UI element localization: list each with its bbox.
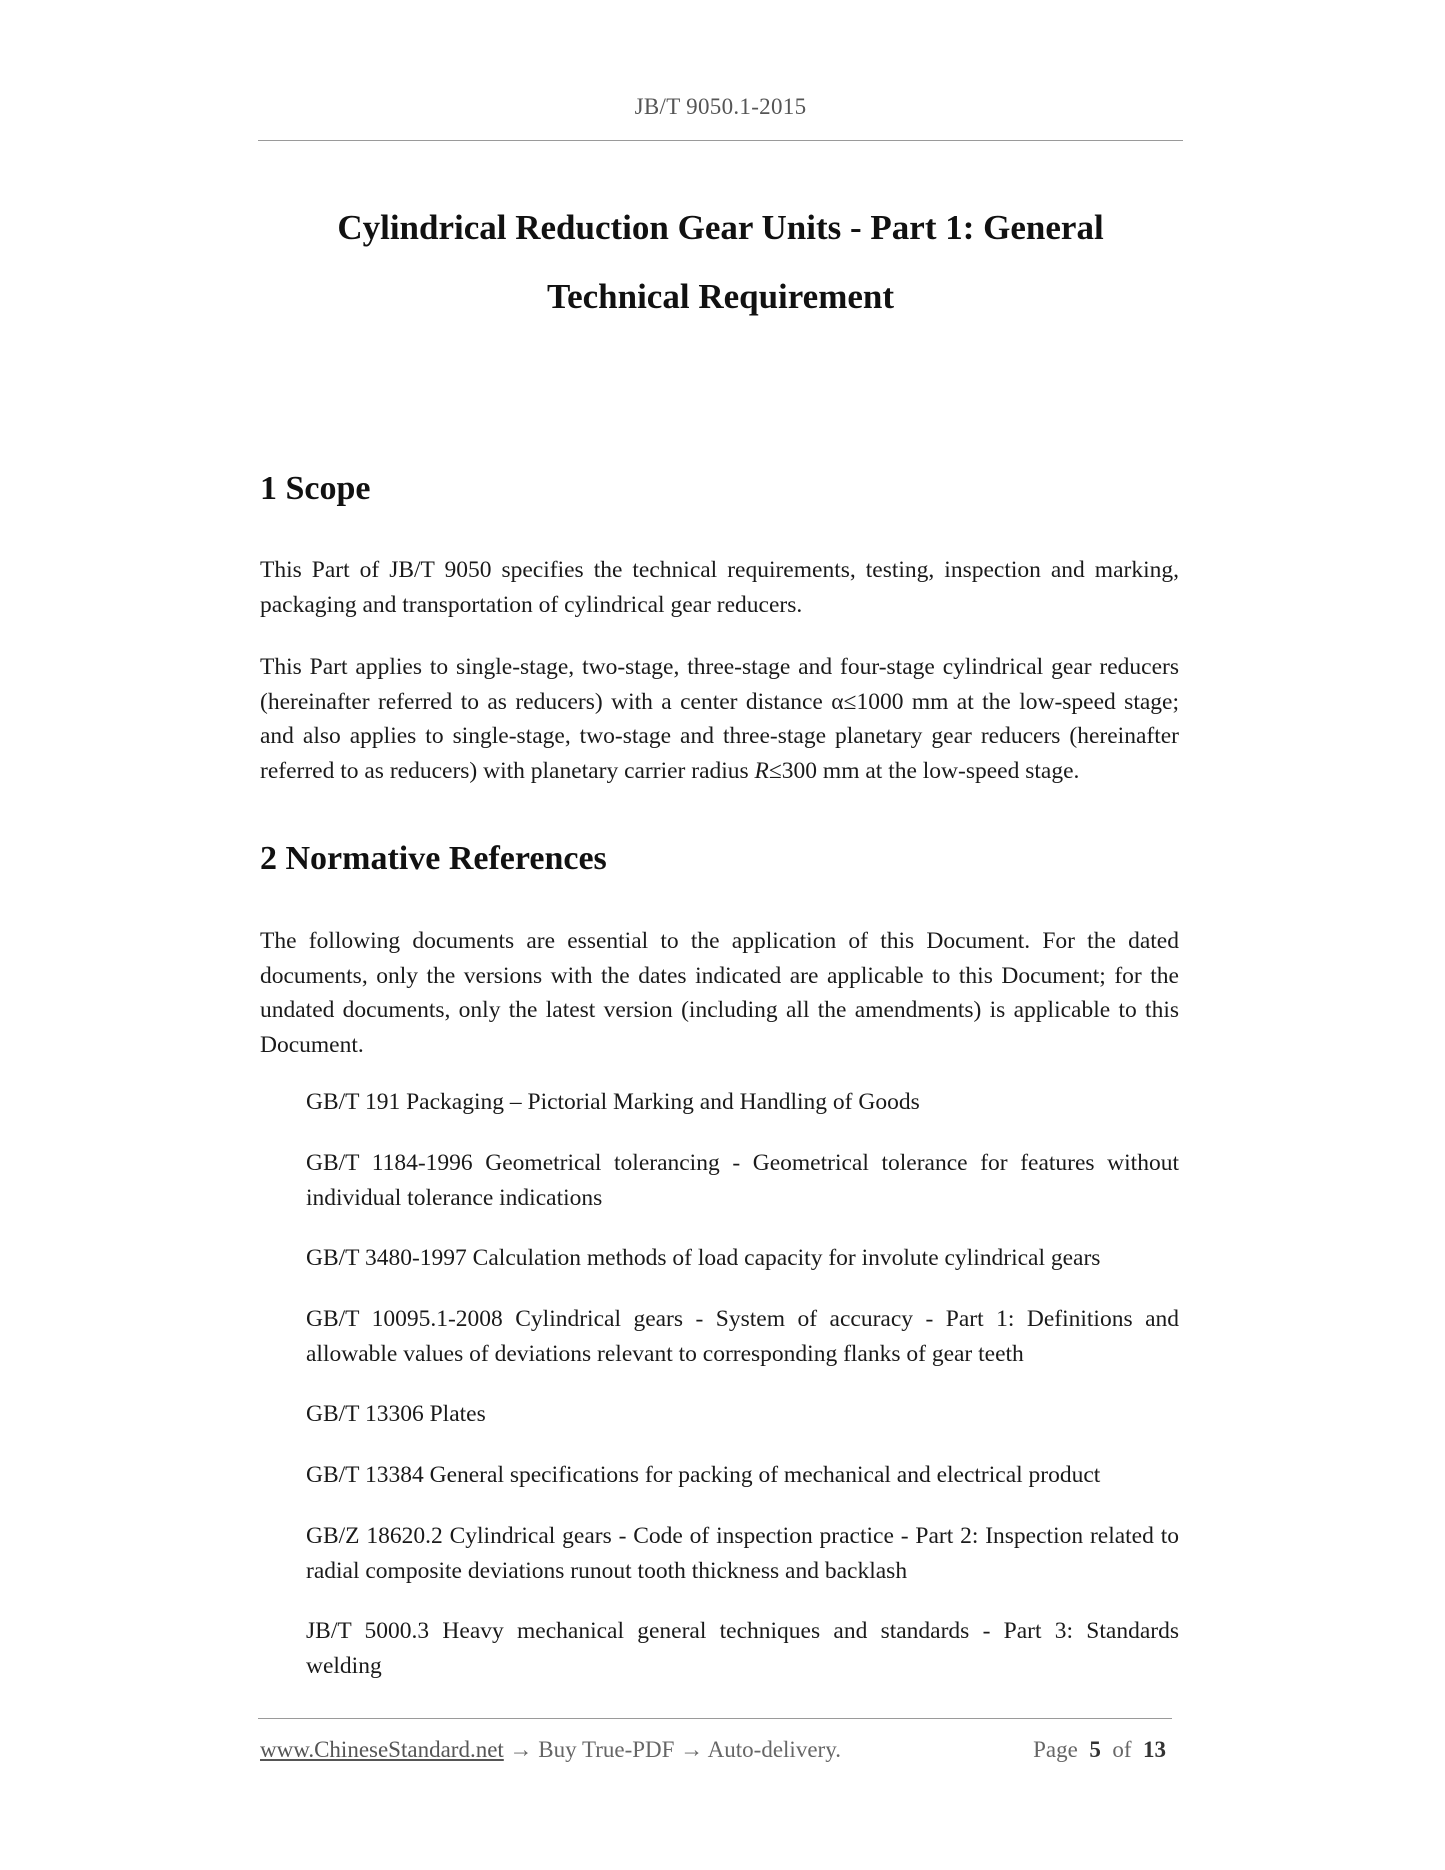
- auto-delivery-text: Auto-delivery.: [707, 1737, 841, 1762]
- scope-paragraph-2-text: This Part applies to single-stage, two-stage, three-stage and four-stage cylindrical gear reducers (hereinafter referred to as reducers) with a center distance α≤1000 mm at the low-speed stage; and also applies to single-stage, two-stage and three-stage planetary gear reducers (hereinafter referred to as reducers) with planetary carrier radius: [260, 654, 1179, 784]
- section-heading-normative-references: 2 Normative References: [260, 840, 607, 877]
- title-line-2: Technical Requirement: [546, 277, 895, 316]
- reference-item: GB/T 13384 General specifications for packing of mechanical and electrical product: [306, 1462, 1101, 1488]
- section-heading-scope: 1 Scope: [260, 470, 371, 507]
- reference-item: GB/Z 18620.2 Cylindrical gears - Code of inspection practice - Part 2: Inspection related to radial composite deviations runout tooth thickness and backlash: [306, 1523, 1179, 1584]
- scope-paragraph-2-tail: ≤300 mm at the low-speed stage.: [768, 757, 1080, 784]
- reference-item: JB/T 5000.3 Heavy mechanical general techniques and standards - Part 3: Standards welding: [306, 1618, 1179, 1679]
- page-counter: [1033, 1737, 1166, 1763]
- reference-item: GB/T 191 Packaging – Pictorial Marking and Handling of Goods: [306, 1089, 920, 1115]
- scope-paragraph-1: This Part of JB/T 9050 specifies the technical requirements, testing, inspection and marking, packaging and transportation of cylindrical gear reducers.: [260, 557, 1179, 618]
- running-header: JB/T 9050.1-2015: [634, 94, 807, 119]
- scope-paragraph-2: [260, 650, 1179, 788]
- page-footer: [260, 1737, 1172, 1763]
- buy-true-pdf-text: Buy True-PDF: [538, 1737, 675, 1762]
- chinese-standard-link[interactable]: www.ChineseStandard.net: [260, 1737, 504, 1762]
- footer-promo: [260, 1737, 841, 1762]
- footer-divider: [258, 1718, 1172, 1719]
- current-page-number: 5: [1089, 1737, 1101, 1762]
- reference-item: GB/T 13306 Plates: [306, 1401, 486, 1427]
- total-page-count: 13: [1143, 1737, 1166, 1762]
- title-line-1: Cylindrical Reduction Gear Units - Part 1: General: [337, 208, 1104, 247]
- reference-item: GB/T 3480-1997 Calculation methods of load capacity for involute cylindrical gears: [306, 1245, 1101, 1271]
- arrow-right-icon: →: [509, 1737, 533, 1762]
- of-label: of: [1112, 1737, 1132, 1762]
- reference-item: GB/T 10095.1-2008 Cylindrical gears - System of accuracy - Part 1: Definitions and allowable values of deviations relevant to corresponding flanks of gear teeth: [306, 1306, 1179, 1367]
- header-divider: [258, 140, 1183, 141]
- carrier-radius-symbol: R: [754, 757, 769, 784]
- reference-item: GB/T 1184-1996 Geometrical tolerancing - Geometrical tolerance for features without individual tolerance indications: [306, 1150, 1179, 1211]
- references-intro-paragraph: The following documents are essential to the application of this Document. For the dated documents, only the versions with the dates indicated are applicable to this Document; for the undated documents, only the latest version (including all the amendments) is applicable to this Document.: [260, 928, 1179, 1058]
- arrow-right-icon: →: [680, 1737, 704, 1762]
- document-title: [258, 193, 1183, 331]
- page-label: Page: [1033, 1737, 1078, 1762]
